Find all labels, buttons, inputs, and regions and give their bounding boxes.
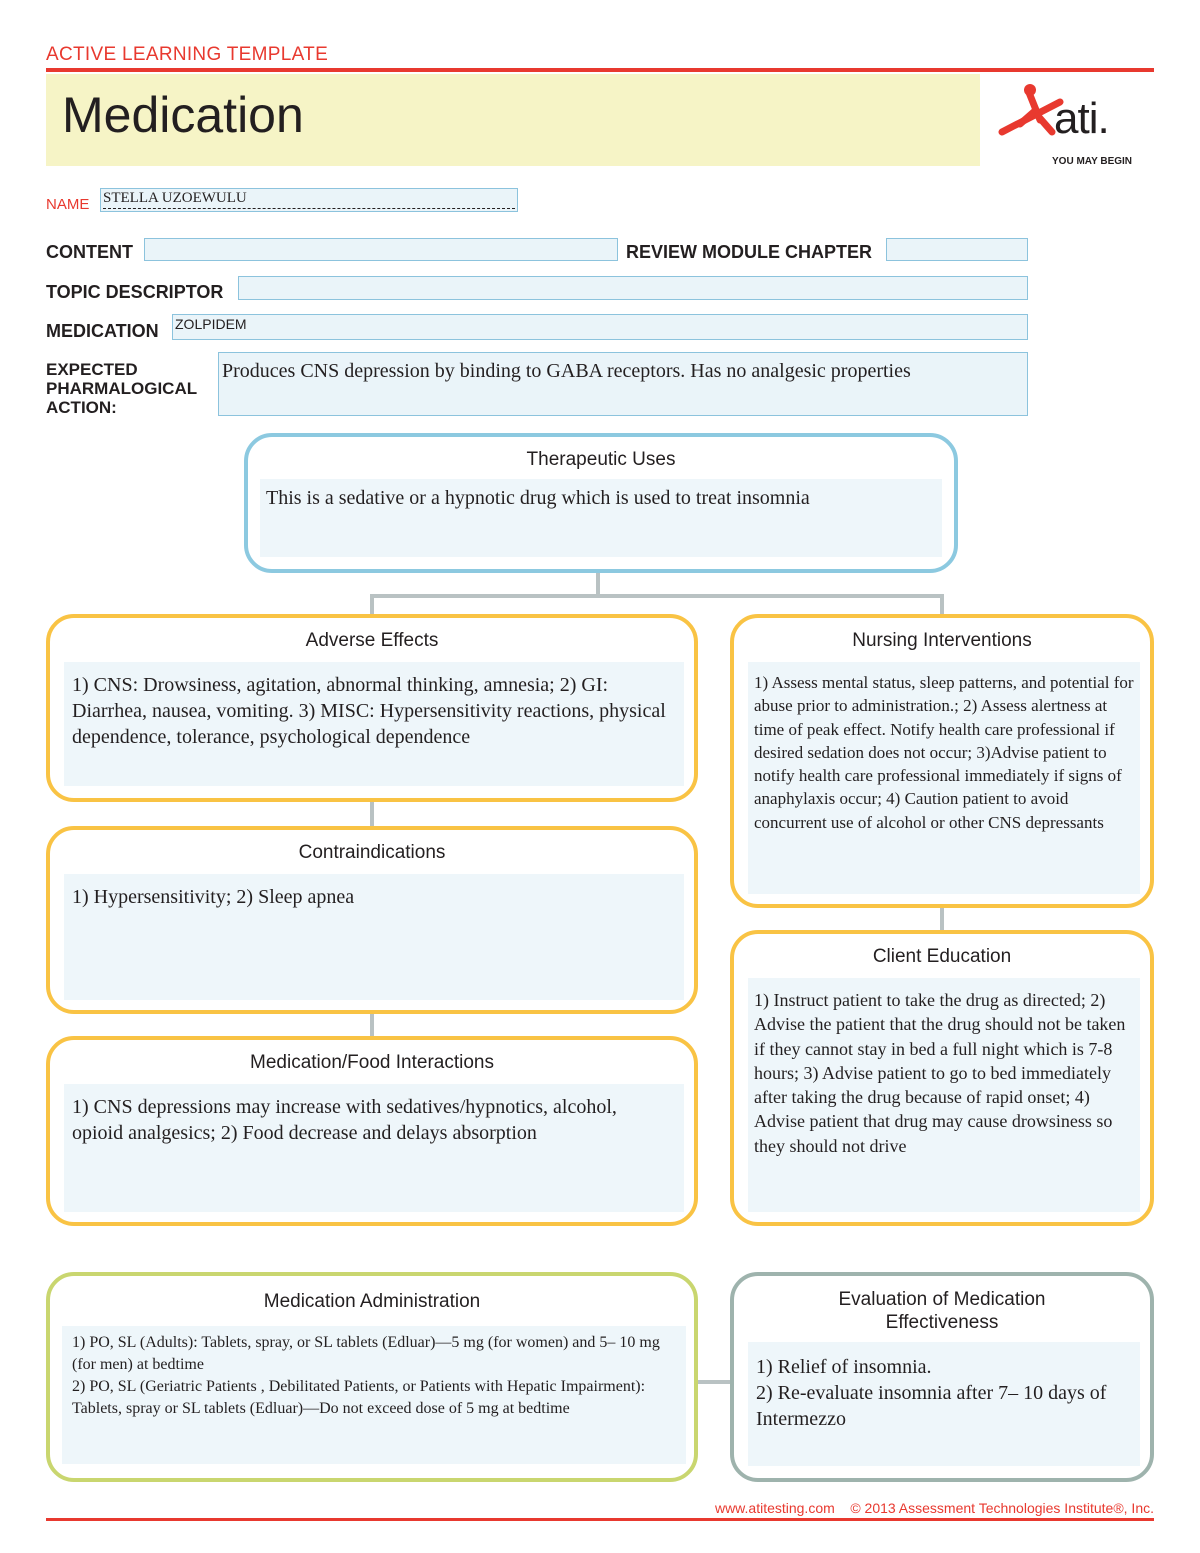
client-education-box xyxy=(730,930,1154,1226)
template-label: ACTIVE LEARNING TEMPLATE xyxy=(46,44,329,65)
administration-text[interactable] xyxy=(62,1326,686,1464)
nursing-interventions-text[interactable]: 1) Assess mental status, sleep patterns, and potential for abuse prior to administration.; 2) Assess alertness at time of peak effect. Notify health care professional if desired sedation does not occur; 3)Advise patient to notify health care professional immediately if signs of anaphylaxis occur; 4) Caution patient to avoid concurrent use of alcohol or other CNS depressants xyxy=(748,662,1140,894)
review-module-field[interactable] xyxy=(886,238,1028,261)
footer-copyright: © 2013 Assessment Technologies Institute®, Inc. xyxy=(850,1500,1154,1516)
client-education-text[interactable]: 1) Instruct patient to take the drug as directed; 2) Advise the patient that the drug should not be taken if they cannot stay in bed a full night which is 7-8 hours; 3) Advise patient to go to bed immediately after taking the drug because of rapid onset; 4) Advise patient that drug may cause drowsiness so they should not drive xyxy=(748,978,1140,1212)
administration-box xyxy=(46,1272,698,1482)
footer-website[interactable]: www.atitesting.com xyxy=(714,1500,835,1516)
adverse-effects-box xyxy=(46,614,698,802)
connector xyxy=(370,800,374,826)
action-field[interactable] xyxy=(218,352,1028,416)
topic-field[interactable] xyxy=(238,276,1028,300)
footer-rule xyxy=(46,1518,1154,1521)
connector xyxy=(940,594,944,616)
interactions-text[interactable]: 1) CNS depressions may increase with sedatives/hypnotics, alcohol, opioid analgesics; 2) Food decrease and delays absorption xyxy=(64,1084,684,1212)
administration-title: Medication Administration xyxy=(263,1291,481,1312)
contraindications-title: Contraindications xyxy=(298,842,446,863)
evaluation-text[interactable] xyxy=(748,1342,1140,1466)
medication-label: MEDICATION xyxy=(46,321,159,341)
connector xyxy=(940,906,944,932)
connector xyxy=(596,572,600,596)
header-rule xyxy=(46,68,1154,72)
name-label: NAME xyxy=(46,196,90,213)
content-field[interactable] xyxy=(144,238,618,261)
evaluation-title: Evaluation of Medication Effectiveness xyxy=(838,1289,1046,1333)
logo-text: ati. xyxy=(1054,94,1109,143)
client-education-title: Client Education xyxy=(872,946,1012,967)
connector xyxy=(370,1012,374,1038)
evaluation-line-2: 2) Re-evaluate insomnia after 7– 10 days of Intermezzo xyxy=(756,1382,1107,1430)
action-label: EXPECTED PHARMALOGICAL ACTION: xyxy=(46,360,197,417)
administration-line-1: 1) PO, SL (Adults): Tablets, spray, or SL tablets (Edluar)—5 mg (for women) and 5– 10 mg (for men) at bedtime xyxy=(72,1334,660,1373)
topic-label: TOPIC DESCRIPTOR xyxy=(46,282,224,302)
nursing-interventions-title: Nursing Interventions xyxy=(852,630,1032,651)
action-value: Produces CNS depression by binding to GABA receptors. Has no analgesic properties xyxy=(222,360,911,382)
evaluation-line-1: 1) Relief of insomnia. xyxy=(756,1356,932,1378)
connector xyxy=(370,594,944,598)
adverse-effects-text[interactable]: 1) CNS: Drowsiness, agitation, abnormal thinking, amnesia; 2) GI: Diarrhea, nausea, vomiting. 3) MISC: Hypersensitivity reactions, physical dependence, tolerance, psychological dependence xyxy=(64,662,684,786)
adverse-effects-title: Adverse Effects xyxy=(305,630,439,651)
administration-line-2: 2) PO, SL (Geriatric Patients , Debilitated Patients, or Patients with Hepatic Impairment): Tablets, spray or SL tablets (Edluar)—Do not exceed dose of 5 mg at bedtime xyxy=(72,1378,646,1417)
interactions-title: Medication/Food Interactions xyxy=(250,1052,494,1073)
therapeutic-uses-text[interactable]: This is a sedative or a hypnotic drug which is used to treat insomnia xyxy=(260,479,942,557)
connector xyxy=(696,1380,734,1384)
review-module-label: REVIEW MODULE CHAPTER xyxy=(626,242,873,262)
page-title: Medication xyxy=(62,87,304,143)
interactions-box xyxy=(46,1036,698,1226)
contraindications-text[interactable]: 1) Hypersensitivity; 2) Sleep apnea xyxy=(64,874,684,1000)
nursing-interventions-box xyxy=(730,614,1154,908)
footer xyxy=(600,1500,1154,1516)
medication-value: ZOLPIDEM xyxy=(175,316,247,332)
contraindications-box xyxy=(46,826,698,1014)
tagline: YOU MAY BEGIN xyxy=(1052,156,1133,167)
medication-field[interactable] xyxy=(172,314,1028,340)
evaluation-box xyxy=(730,1272,1154,1482)
therapeutic-uses-box xyxy=(244,433,958,573)
content-label: CONTENT xyxy=(46,242,133,262)
name-value: STELLA UZOEWULU xyxy=(103,190,247,206)
connector xyxy=(370,594,374,616)
name-field[interactable] xyxy=(100,188,518,212)
therapeutic-uses-title: Therapeutic Uses xyxy=(526,449,676,470)
